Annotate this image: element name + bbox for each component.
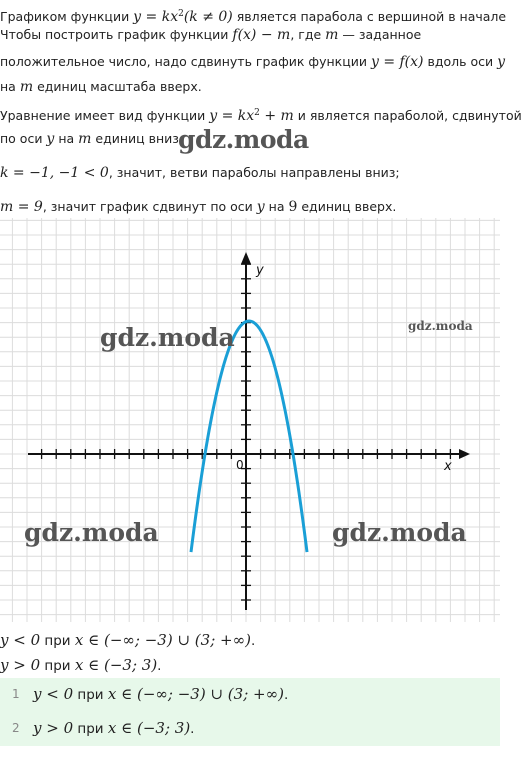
formula: m: [325, 27, 339, 43]
explanation-line-3: [0, 54, 505, 70]
x-axis-label: x: [444, 459, 452, 474]
explanation-line-7: [0, 165, 400, 181]
text: , где: [290, 27, 326, 42]
explanation-line-6: [0, 131, 183, 147]
parabola-graph: [0, 218, 500, 622]
watermark: gdz.moda: [178, 125, 309, 154]
text: является парабола с вершиной в начале: [232, 9, 507, 25]
text: единиц вверх.: [297, 199, 397, 214]
formula: y: [497, 54, 505, 70]
explanation-line-2: [0, 27, 421, 43]
text: положительное число, надо сдвинуть график функции: [0, 54, 371, 69]
watermark: gdz.moda: [100, 323, 235, 352]
formula: x ∈ (−∞; −3) ∪ (3; +∞): [74, 631, 251, 649]
formula: y < 0: [0, 631, 41, 649]
formula: y = kx: [209, 108, 255, 125]
origin-label: 0: [236, 458, 244, 472]
text: — заданное: [338, 27, 422, 42]
formula: y < 0: [33, 685, 74, 703]
explanation-line-5: [0, 105, 522, 124]
text: при: [40, 658, 75, 674]
text: .: [250, 633, 256, 649]
text: Уравнение имеет вид функции: [0, 108, 210, 124]
answer-line-2: [0, 656, 161, 675]
formula: k = −1, −1 < 0: [0, 165, 109, 181]
formula: m: [78, 131, 92, 147]
answer-number: 2: [12, 721, 20, 735]
exponent: 2: [254, 108, 260, 118]
formula: y = kx: [133, 9, 179, 26]
text: вдоль оси: [423, 54, 498, 69]
formula: x ∈ (−3; 3): [107, 719, 191, 737]
y-axis-label: y: [256, 263, 264, 278]
final-answer-1: [0, 678, 500, 712]
text: при: [73, 721, 108, 737]
formula: y: [256, 199, 265, 215]
text: , значит, ветви параболы направлены вниз;: [108, 165, 400, 180]
text: по оси: [0, 131, 47, 146]
text: и является параболой, сдвинутой: [293, 108, 522, 124]
explanation-line-1: [0, 6, 506, 25]
watermark: gdz.moda: [24, 518, 159, 547]
explanation-line-8: [0, 199, 396, 215]
text: на: [54, 131, 79, 146]
formula: m = 9: [0, 199, 43, 215]
formula: y > 0: [33, 719, 74, 737]
text: при: [40, 633, 75, 649]
answer-line-1: [0, 631, 255, 650]
text: при: [73, 687, 108, 703]
formula: y: [46, 131, 55, 147]
text: Чтобы построить график функции: [0, 27, 233, 42]
formula: m: [19, 79, 34, 95]
formula: x ∈ (−∞; −3) ∪ (3; +∞): [107, 685, 284, 703]
text: , значит график сдвинут по оси: [42, 199, 257, 214]
explanation-line-4: [0, 79, 202, 95]
watermark: gdz.moda: [408, 319, 473, 333]
text: на: [0, 79, 20, 94]
text: .: [190, 721, 195, 737]
text: единиц масштаба вверх.: [33, 79, 202, 94]
text: Графиком функции: [0, 9, 134, 25]
answer-number: 1: [12, 687, 20, 701]
formula: x ∈ (−3; 3): [74, 656, 158, 674]
formula: y > 0: [0, 656, 41, 674]
formula: f(x) − m: [232, 27, 291, 43]
text: .: [157, 658, 162, 674]
text: на: [264, 199, 289, 214]
formula: y = f(x): [370, 54, 424, 70]
exponent: 2: [178, 9, 184, 19]
text: единиц вниз.: [91, 131, 183, 146]
y-axis-arrow-icon: [241, 252, 251, 264]
final-answer-2: [0, 712, 500, 746]
formula-condition: (k ≠ 0): [183, 9, 233, 26]
formula: 9: [288, 199, 298, 215]
text: .: [283, 687, 289, 703]
watermark: gdz.moda: [332, 518, 467, 547]
formula: + m: [259, 108, 294, 125]
